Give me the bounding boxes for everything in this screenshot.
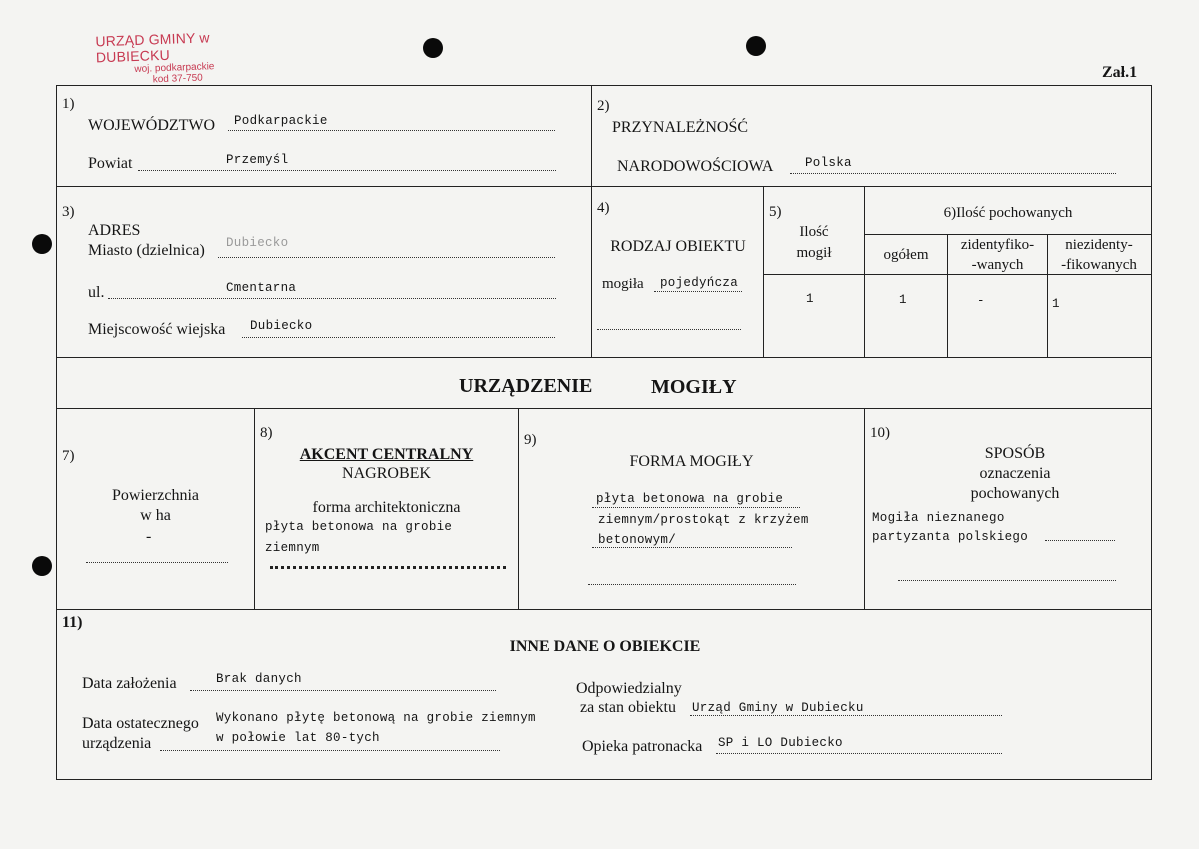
- rodzaj-value: pojedyńcza: [660, 276, 739, 290]
- powierzchnia-dotted-line: [86, 562, 228, 563]
- inne-dane-heading: INNE DANE O OBIEKCIE: [509, 638, 701, 655]
- odpowiedzialny-value: Urząd Gminy w Dubiecku: [692, 701, 864, 715]
- stamp-line-1: URZĄD GMINY w DUBIECKU: [95, 29, 210, 66]
- data-ostatecznego-label-1: Data ostatecznego: [82, 715, 199, 732]
- mogil-label: mogił: [796, 245, 832, 261]
- akcent-value-line-1: płyta betonowa na grobie: [265, 520, 453, 534]
- ilosc-pochowanych-header: 6)Ilość pochowanych: [943, 205, 1073, 221]
- rodzaj-obiektu-label: RODZAJ OBIEKTU: [610, 238, 746, 255]
- rodzaj-dotted-line-1: [654, 291, 742, 292]
- miasto-label: Miasto (dzielnica): [88, 242, 205, 259]
- powiat-dotted-line: [138, 170, 556, 171]
- odpowiedzialny-dotted-line: [690, 715, 1002, 716]
- opieka-dotted-line: [716, 753, 1002, 754]
- niezidentyfikowanych-header-1: niezidenty-: [1065, 237, 1133, 253]
- section-11-number: 11): [62, 614, 83, 631]
- rodzaj-prefix: mogiła: [602, 276, 644, 292]
- pochowanych-label: pochowanych: [970, 485, 1060, 502]
- title-urzadzenie: URZĄDZENIE: [459, 375, 593, 397]
- powiat-label: Powiat: [88, 155, 133, 172]
- punch-hole-left-upper: [32, 234, 52, 254]
- forma-dotted-line-1: [592, 507, 800, 508]
- niezidentyfikowanych-value: 1: [1052, 297, 1060, 311]
- wojewodztwo-label: WOJEWÓDZTWO: [88, 117, 216, 134]
- data-zalozenia-label: Data założenia: [82, 675, 177, 692]
- office-stamp: [95, 27, 287, 88]
- oznaczenia-label: oznaczenia: [979, 465, 1051, 482]
- w-ha-label: w ha: [140, 507, 171, 524]
- zidentyfikowanych-value: -: [977, 294, 985, 308]
- data-ostatecznego-label-2: urządzenia: [82, 735, 152, 752]
- narodowosciowa-label: NARODOWOŚCIOWA: [617, 158, 774, 175]
- forma-value-line-2: ziemnym/prostokąt z krzyżem: [598, 513, 809, 527]
- forma-architektoniczna-label: forma architektoniczna: [312, 499, 461, 516]
- data-zalozenia-dotted-line: [190, 690, 496, 691]
- sposob-value-line-1: Mogiła nieznanego: [872, 511, 1005, 525]
- title-mogily: MOGIŁY: [651, 376, 737, 398]
- miasto-value: Dubiecko: [226, 236, 289, 250]
- punch-hole-left-lower: [32, 556, 52, 576]
- nagrobek-subheading: NAGROBEK: [342, 465, 431, 482]
- attachment-label: Zał.1: [1102, 64, 1138, 81]
- akcent-value-line-2: ziemnym: [265, 541, 320, 555]
- sposob-dotted-line-1: [1045, 540, 1115, 541]
- stamp-line-2: woj. podkarpackie: [134, 61, 215, 75]
- miasto-dotted-line: [218, 257, 555, 258]
- sposob-dotted-line-2: [898, 580, 1116, 581]
- powiat-value: Przemyśl: [226, 153, 289, 167]
- akcent-centralny-heading: AKCENT CENTRALNY: [299, 446, 474, 463]
- ul-dotted-line: [108, 298, 556, 299]
- narodowosc-dotted-line: [790, 173, 1116, 174]
- przynaleznosc-label: PRZYNALEŻNOŚĆ: [612, 119, 749, 136]
- ul-label: ul.: [88, 284, 105, 301]
- data-ostatecznego-value-2: w połowie lat 80-tych: [216, 731, 380, 745]
- odpowiedzialny-label-2: za stan obiektu: [580, 699, 676, 716]
- ilosc-label: Ilość: [799, 224, 829, 240]
- forma-mogily-label: FORMA MOGIŁY: [629, 453, 754, 470]
- ilosc-mogil-value: 1: [806, 292, 814, 306]
- zidentyfikowanych-header-2: -wanych: [971, 257, 1024, 273]
- narodowosc-value: Polska: [805, 156, 852, 170]
- adres-label: ADRES: [88, 222, 141, 239]
- zidentyfikowanych-header-1: zidentyfiko-: [960, 237, 1035, 253]
- opieka-value: SP i LO Dubiecko: [718, 736, 843, 750]
- data-zalozenia-value: Brak danych: [216, 672, 302, 686]
- miejscowosc-dotted-line: [242, 337, 555, 338]
- powierzchnia-label: Powierzchnia: [111, 487, 200, 504]
- wojewodztwo-dotted-line: [228, 130, 555, 131]
- sposob-label: SPOSÓB: [984, 445, 1046, 462]
- miejscowosc-value: Dubiecko: [250, 319, 313, 333]
- akcent-dotted-line: [270, 566, 506, 569]
- miejscowosc-label: Miejscowość wiejska: [88, 321, 226, 338]
- odpowiedzialny-label-1: Odpowiedzialny: [576, 680, 682, 697]
- forma-dotted-line-3: [592, 547, 792, 548]
- stamp-line-3: kod 37-750: [152, 72, 203, 86]
- data-ostatecznego-value-1: Wykonano płytę betonową na grobie ziemnym: [216, 711, 536, 725]
- section-2-number: 2): [597, 98, 610, 114]
- forma-value-line-3: betonowym/: [598, 533, 677, 547]
- forma-value-line-1: płyta betonowa na grobie: [596, 492, 784, 506]
- section-9-number: 9): [524, 432, 537, 448]
- forma-dotted-line-4: [588, 584, 796, 585]
- rodzaj-dotted-line-2: [597, 329, 741, 330]
- niezidentyfikowanych-header-2: -fikowanych: [1061, 257, 1137, 273]
- wojewodztwo-value: Podkarpackie: [234, 114, 328, 128]
- ul-value: Cmentarna: [226, 281, 297, 295]
- section-10-number: 10): [870, 425, 890, 441]
- punch-hole-top-left: [423, 38, 443, 58]
- section-4-number: 4): [597, 200, 610, 216]
- section-7-number: 7): [62, 448, 75, 464]
- section-8-number: 8): [260, 425, 273, 441]
- punch-hole-top-right: [746, 36, 766, 56]
- section-3-number: 3): [62, 204, 75, 220]
- ogolem-value: 1: [899, 293, 907, 307]
- sposob-value-line-2: partyzanta polskiego: [872, 530, 1029, 544]
- section-5-number: 5): [769, 204, 782, 220]
- opieka-patronacka-label: Opieka patronacka: [582, 738, 703, 755]
- data-ostatecznego-dotted-line: [160, 750, 500, 751]
- ogolem-header: ogółem: [883, 247, 929, 263]
- powierzchnia-value: -: [146, 528, 152, 545]
- section-1-number: 1): [62, 96, 75, 112]
